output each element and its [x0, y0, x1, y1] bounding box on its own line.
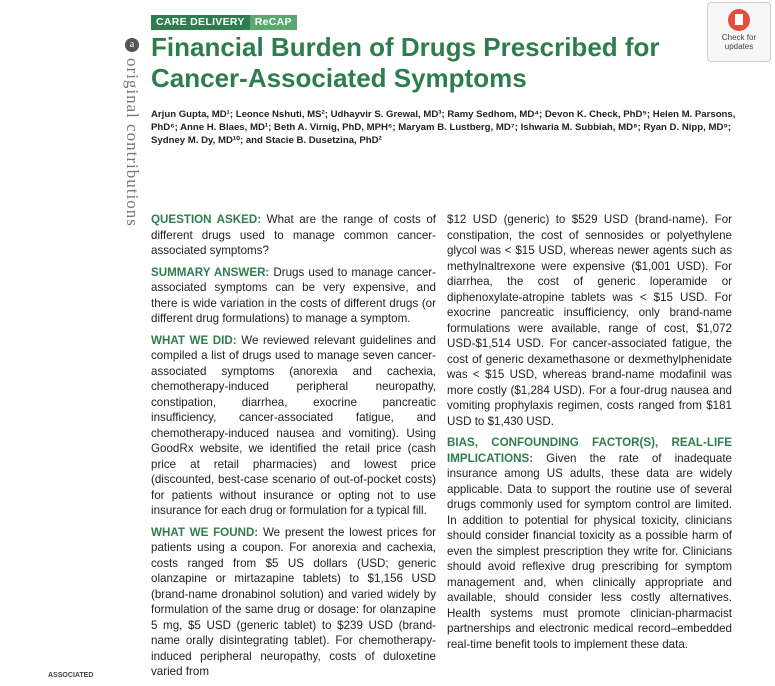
author-list: Arjun Gupta, MD¹; Leonce Nshuti, MS²; Udhayvir S. Grewal, MD³; Ramy Sedhom, MD⁴; Devon K. Check, PhD⁵; Helen M. Parsons, PhD⁶; Anne H. Blaes, MD¹; Beth A. Virnig, PhD, MPH⁶; Maryam B. Lustberg, MD⁷; Ishwaria M. Subbiah, MD⁸; Ryan D. Nipp, MD⁹; Sydney M. Dy, MD¹⁰; and Stacie B. Dusetzina, PhD² — [151, 109, 736, 146]
footer-label: ASSOCIATED — [48, 672, 94, 679]
sidebar — [124, 26, 142, 276]
article-title: Financial Burden of Drugs Prescribed for Cancer-Associated Symptoms — [151, 32, 660, 93]
paragraph-text: Drugs used to manage cancer-associated symptoms can be very expensive, and there is wide variation in the costs of different drugs (or different drug formulations) to manage a symptom. — [151, 265, 436, 325]
paragraph-heading: BIAS, CONFOUNDING FACTOR(S), REAL-LIFE IMPLICATIONS: — [447, 436, 732, 465]
paragraph-text: $12 USD (generic) to $529 USD (brand-name). For constipation, the cost of sennosides or polyethylene glycol was < $15 USD, whereas newer agents such as methylnaltrexone were expensive ($1,001 USD). For diarrhea, the cost of generic loperamide or diphenoxylate-atropine tablets was < $15 USD. For exocrine pancreatic insufficiency, only brand-name formulations were available, range of cost, $1,072 USD-$1,514 USD. For cancer-associated fatigue, the cost of generic dexamethasone or dexmethylphenidate was < $15 USD, whereas brand-name modafinil was more costly ($1,284 USD). For a four-drug nausea and vomiting prophylaxis regimen, costs ranged from $181 USD to $1,430 USD. — [447, 213, 732, 428]
check-for-updates-button[interactable] — [707, 2, 771, 62]
sidebar-label: original contributions — [123, 58, 142, 227]
paragraph — [447, 212, 732, 429]
paragraph-text: We present the lowest prices for patients using a coupon. For anorexia and cachexia, costs ranged from $5 US dollars (USD; generic olanzapine or mirtazapine tablets) to $1,156 USD (brand-name dronabinol solution) and varied widely by formulation of the same drug or dosage: for olanzapine 5 mg, $5 USD (generic tablet) to $239 USD (brand-name orally disintegrating tablet). For chemotherapy-induced peripheral neuropathy, costs of duloxetine varied from — [151, 525, 436, 678]
paragraph — [151, 333, 436, 519]
paragraph — [151, 525, 436, 680]
paragraph — [151, 212, 436, 259]
bookmark-icon — [728, 9, 750, 31]
recap-label: ReCAP — [250, 15, 297, 30]
right-column — [447, 212, 732, 658]
paragraph-text: Given the rate of inadequate insurance among US adults, these data are widely applicable. Data to support the routine use of several drugs commonly used for symptom control are limited. In addition to potential for physical toxicity, clinicians should consider financial toxicity as a possible harm of even the simplest prescription they write for. Clinicians should avoid reflexive drug prescribing for symptom management and, when clinically appropriate and available, should consider less costly alternatives. Health systems must promote clinician-pharmacist partnerships and electronic medical record–embedded real-time benefit tools to implement these data. — [447, 451, 732, 651]
section-tag — [151, 15, 297, 30]
section-label: CARE DELIVERY — [151, 15, 250, 30]
paragraph — [151, 265, 436, 327]
paragraph-heading: WHAT WE FOUND: — [151, 525, 259, 539]
left-column — [151, 212, 436, 686]
paragraph — [447, 435, 732, 652]
paragraph-text: We reviewed relevant guidelines and compiled a list of drugs used to manage seven cancer-associated symptoms (anorexia and cachexia, chemotherapy-induced peripheral neuropathy, constipation, diarrhea, exocrine pancreatic insufficiency, cancer-associated fatigue, and chemotherapy-induced nausea and vomiting). Using GoodRx website, we identified the retail price (cash price at retail pharmacies) and lowest price (discounted, best-case scenario of out-of-pocket costs) for patients without insurance or opting not to use insurance for each drug or formulation for a typical fill. — [151, 333, 436, 517]
section-circle-icon: a — [125, 38, 139, 52]
paragraph-heading: SUMMARY ANSWER: — [151, 265, 270, 279]
paragraph-text: What are the range of costs of different drugs used to manage common cancer-associated symptoms? — [151, 213, 436, 257]
paragraph-heading: QUESTION ASKED: — [151, 213, 262, 226]
check-for-updates-label: Check for updates — [721, 33, 757, 51]
paragraph-heading: WHAT WE DID: — [151, 333, 237, 347]
